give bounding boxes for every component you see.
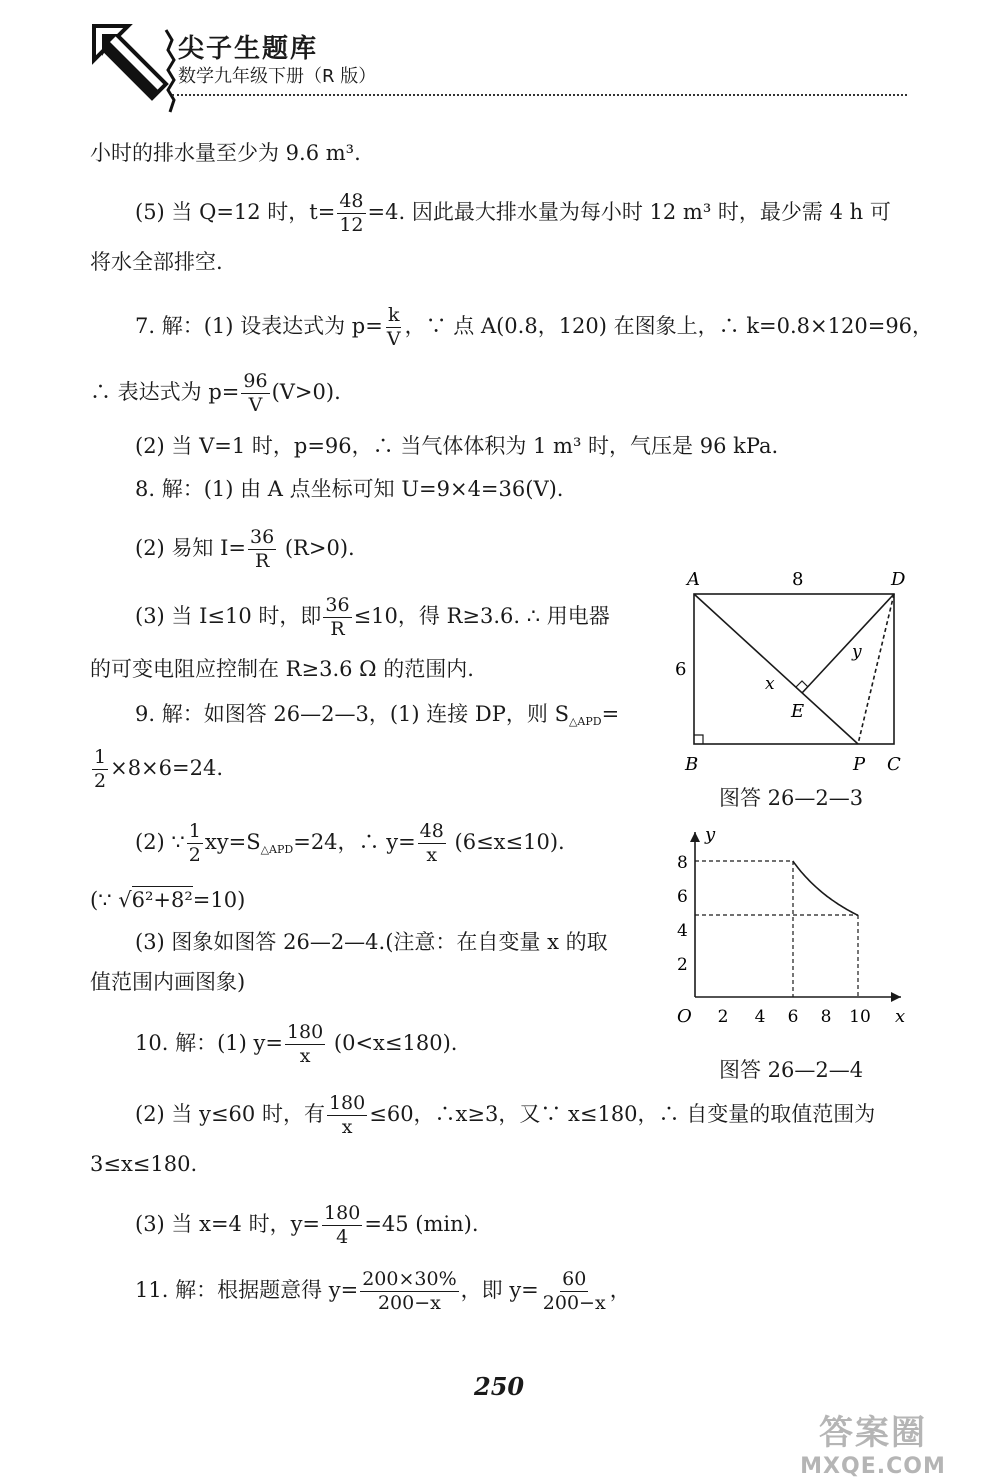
x-axis-label: x	[895, 1006, 906, 1027]
fraction: $\frac{48}{x}$	[419, 820, 444, 866]
text-line: (3) 当 I≤10 时，即 $\frac{36}{R}$ ≤10，得 R≥3.6. ∴ 用电器	[135, 594, 610, 640]
fraction: $\frac{60}{200-x}$	[542, 1268, 606, 1314]
fraction: $\frac{180}{x}$	[286, 1021, 324, 1067]
figure-caption: 图答 26—2—4	[719, 1058, 864, 1082]
y-tick-label: 2	[677, 955, 688, 975]
segment-dp-dashed	[858, 594, 894, 744]
text-line: (2) 当 V=1 时，p=96，∴ 当气体体积为 1 m³ 时，气压是 96 kPa.	[135, 434, 779, 458]
label-y: y	[852, 642, 862, 662]
text-line: (2) 当 y≤60 时，有 $\frac{180}{x}$ ≤60，∴x≥3，又∵ x≤180，∴ 自变量的取值范围为	[135, 1092, 876, 1138]
x-tick-label: 2	[717, 1007, 729, 1027]
y-axis-label: y	[705, 824, 716, 845]
figure-caption: 图答 26—2—3	[719, 786, 864, 810]
text-line: 8. 解：(1) 由 A 点坐标可知 U=9×4=36(V).	[135, 477, 564, 501]
text-line: (∵ √6²+8²=10)	[90, 888, 246, 912]
right-angle-mark-b	[694, 735, 703, 744]
x-tick-label: 10	[849, 1007, 871, 1027]
text-line: 9. 解：如图答 26—2—3，(1) 连接 DP，则 S△APD=	[135, 702, 620, 728]
x-tick-label: 8	[820, 1007, 832, 1027]
text-line: (3) 当 x=4 时，y= $\frac{180}{4}$ =45 (min).	[135, 1202, 479, 1248]
text-line: 将水全部排空.	[90, 250, 223, 274]
y-tick-label: 8	[677, 853, 688, 873]
y-tick-label: 6	[677, 887, 688, 907]
fraction: $\frac{36}{R}$	[250, 526, 275, 572]
label-a: A	[687, 569, 700, 590]
fraction: $\frac{k}{V}$	[386, 304, 401, 350]
x-axis-arrow-icon	[891, 992, 901, 1002]
watermark-logo: 答案圈	[819, 1413, 927, 1453]
text-line: ∴ 表达式为 p= $\frac{96}{V}$ (V>0).	[90, 370, 341, 416]
header-dotted-divider	[172, 94, 907, 96]
x-tick-label: 6	[787, 1007, 799, 1027]
right-angle-mark-e	[796, 681, 808, 687]
fraction: $\frac{180}{4}$	[324, 1202, 361, 1248]
text-line: (5) 当 Q=12 时，t= $\frac{48}{12}$ =4. 因此最大排水量为每小时 12 m³ 时，最少需 4 h 可	[135, 190, 891, 236]
label-p: P	[853, 754, 866, 775]
label-x: x	[765, 674, 775, 694]
page-number: 250	[474, 1372, 525, 1401]
text-line: 7. 解：(1) 设表达式为 p= $\frac{k}{V}$ ，∵ 点 A(0.8，120) 在图象上，∴ k=0.8×120=96，	[135, 304, 934, 350]
label-d: D	[891, 569, 906, 590]
text-line: 的可变电阻应控制在 R≥3.6 Ω 的范围内.	[90, 657, 474, 681]
text-line: 小时的排水量至少为 9.6 m³.	[90, 141, 361, 165]
text-line: 值范围内画图象)	[90, 970, 246, 994]
x-tick-label: 4	[754, 1007, 766, 1027]
watermark-url: MXQE.COM	[800, 1454, 946, 1479]
label-b: B	[685, 754, 699, 775]
segment-de	[802, 594, 894, 693]
fraction: $\frac{96}{V}$	[243, 370, 268, 416]
segment-ap	[694, 594, 858, 744]
y-axis-arrow-icon	[690, 832, 700, 842]
fraction: $\frac{1}{2}$	[188, 820, 201, 866]
fraction: $\frac{200\times 30\%}{200-x}$	[362, 1268, 457, 1314]
figure-function-graph	[665, 822, 915, 1037]
text-line: 11. 解：根据题意得 y= $\frac{200\times 30\%}{200-x}$ ，即 y= $\frac{60}{200-x}$ ，	[135, 1268, 631, 1314]
fraction: $\frac{180}{x}$	[328, 1092, 366, 1138]
label-c: C	[887, 754, 901, 775]
y-tick-label: 4	[677, 921, 688, 941]
fraction: $\frac{36}{R}$	[325, 594, 350, 640]
text-line: (2) 易知 I= $\frac{36}{R}$ (R>0).	[135, 526, 355, 572]
label-e: E	[791, 701, 805, 722]
fraction: $\frac{48}{12}$	[339, 190, 364, 236]
text-line: 3≤x≤180.	[90, 1152, 198, 1176]
series-title: 尖子生题库	[178, 34, 319, 64]
text-line: (3) 图象如图答 26—2—4.(注意：在自变量 x 的取	[135, 930, 608, 954]
figure-rectangle-diagram	[665, 565, 925, 780]
curve-y-48-over-x	[793, 861, 858, 915]
header-arrow-icon	[88, 20, 178, 120]
text-line: $\frac{1}{2}$ ×8×6=24.	[94, 746, 223, 792]
text-line: 10. 解：(1) y= $\frac{180}{x}$ (0<x≤180).	[135, 1021, 458, 1067]
watermark	[768, 1405, 978, 1479]
fraction: $\frac{1}{2}$	[94, 746, 107, 792]
book-subtitle: 数学九年级下册（R 版）	[178, 66, 377, 87]
label-top-length: 8	[792, 569, 804, 590]
origin-label: O	[677, 1006, 692, 1027]
text-line: (2) ∵ $\frac{1}{2}$ xy=S△APD=24，∴ y= $\frac{48}{x}$ (6≤x≤10).	[135, 820, 565, 866]
label-left-length: 6	[675, 659, 687, 680]
